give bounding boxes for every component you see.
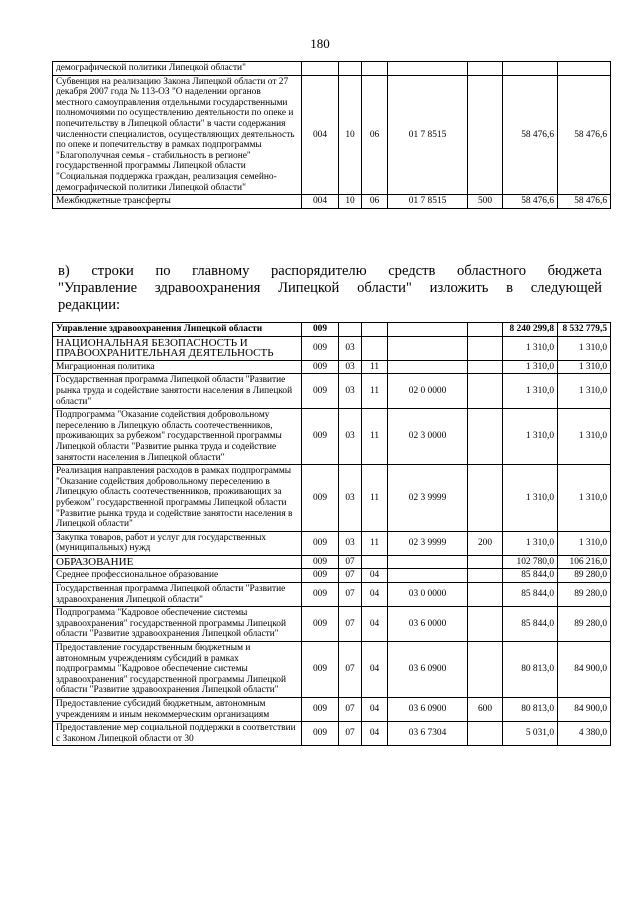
row-name-cell: Межбюджетные трансферты (53, 195, 302, 209)
amount-cell: 8 532 779,5 (558, 323, 611, 337)
expense-type-cell (468, 360, 503, 374)
admin-code-cell: 009 (302, 360, 339, 374)
section-code-cell: 07 (339, 607, 362, 642)
expense-type-cell (468, 555, 503, 569)
subsection-code-cell: 11 (362, 374, 388, 409)
admin-code-cell: 009 (302, 465, 339, 532)
amount-cell: 1 310,0 (503, 360, 558, 374)
table-row (53, 698, 611, 722)
table-row (53, 569, 611, 583)
target-article-cell (388, 360, 468, 374)
table-row (53, 555, 611, 569)
table-row (53, 75, 611, 195)
section-code-cell: 10 (339, 195, 362, 209)
section-code-cell: 10 (339, 75, 362, 195)
row-name-cell: Предоставление субсидий бюджетным, автономным учреждениям и иным некоммерческим организациям (53, 698, 302, 722)
subsection-code-cell: 11 (362, 465, 388, 532)
table-row (53, 374, 611, 409)
amount-cell: 1 310,0 (558, 531, 611, 555)
amount-cell: 58 476,6 (558, 195, 611, 209)
expense-type-cell (468, 323, 503, 337)
admin-code-cell: 004 (302, 195, 339, 209)
section-code-cell: 03 (339, 531, 362, 555)
expense-type-cell: 500 (468, 195, 503, 209)
row-name-cell: Закупка товаров, работ и услуг для государственных (муниципальных) нужд (53, 531, 302, 555)
expense-type-cell (468, 583, 503, 607)
target-article-cell: 03 6 0900 (388, 698, 468, 722)
target-article-cell (388, 323, 468, 337)
amount-cell: 5 031,0 (503, 722, 558, 746)
section-code-cell: 03 (339, 374, 362, 409)
admin-code-cell: 009 (302, 555, 339, 569)
amount-cell: 102 780,0 (503, 555, 558, 569)
expense-type-cell (468, 75, 503, 195)
table-row (53, 323, 611, 337)
amount-cell: 1 310,0 (503, 531, 558, 555)
amount-cell: 1 310,0 (558, 465, 611, 532)
amount-cell: 84 900,0 (558, 642, 611, 698)
section-code-cell: 07 (339, 698, 362, 722)
admin-code-cell: 009 (302, 722, 339, 746)
target-article-cell: 02 3 0000 (388, 409, 468, 465)
amount-cell: 89 280,0 (558, 583, 611, 607)
row-name-cell: Управление здравоохранения Липецкой области (53, 323, 302, 337)
amount-cell: 85 844,0 (503, 607, 558, 642)
subsection-code-cell (362, 62, 388, 76)
table-row (53, 722, 611, 746)
subsection-code-cell: 06 (362, 75, 388, 195)
amount-cell: 1 310,0 (558, 409, 611, 465)
row-name-cell: Предоставление мер социальной поддержки в соответствии с Законом Липецкой области от 30 (53, 722, 302, 746)
amount-cell: 8 240 299,8 (503, 323, 558, 337)
admin-code-cell (302, 62, 339, 76)
admin-code-cell: 009 (302, 583, 339, 607)
admin-code-cell: 009 (302, 336, 339, 360)
paragraph-line: в) строки по главному распорядителю средств областного бюджета (58, 263, 602, 279)
target-article-cell: 02 3 9999 (388, 531, 468, 555)
amount-cell (503, 62, 558, 76)
expense-type-cell: 200 (468, 531, 503, 555)
expense-type-cell (468, 374, 503, 409)
subsection-code-cell: 11 (362, 409, 388, 465)
amount-cell: 84 900,0 (558, 698, 611, 722)
amount-cell: 1 310,0 (558, 360, 611, 374)
subsection-code-cell: 04 (362, 583, 388, 607)
admin-code-cell: 009 (302, 531, 339, 555)
expense-type-cell (468, 722, 503, 746)
amount-cell: 4 380,0 (558, 722, 611, 746)
row-name-cell: Реализация направления расходов в рамках подпрограммы "Оказание содействия добровольному переселению в Липецкую область соотечественников, проживающих за рубежом" государственной программы Липецкой области "Развитие рынка труда и содействие занятости населения в Липецкой области" (53, 465, 302, 532)
table-row (53, 195, 611, 209)
subsection-code-cell: 11 (362, 360, 388, 374)
target-article-cell: 03 6 0000 (388, 607, 468, 642)
subsection-code-cell: 04 (362, 722, 388, 746)
table-row (53, 409, 611, 465)
table-row (53, 360, 611, 374)
section-code-cell: 07 (339, 722, 362, 746)
paragraph-line: редакции: (58, 297, 121, 313)
table-row (53, 531, 611, 555)
amount-cell: 58 476,6 (503, 75, 558, 195)
subsection-code-cell (362, 555, 388, 569)
row-name-cell: Среднее профессиональное образование (53, 569, 302, 583)
table-row (53, 583, 611, 607)
admin-code-cell: 009 (302, 569, 339, 583)
expense-type-cell (468, 569, 503, 583)
amendment-paragraph (58, 263, 602, 314)
amount-cell: 80 813,0 (503, 642, 558, 698)
section-code-cell: 07 (339, 583, 362, 607)
target-article-cell: 01 7 8515 (388, 195, 468, 209)
amount-cell: 1 310,0 (558, 336, 611, 360)
paragraph-line: "Управление здравоохранения Липецкой области" изложить в следующей (58, 280, 602, 296)
budget-table-bottom (52, 322, 611, 746)
amount-cell: 1 310,0 (503, 374, 558, 409)
row-name-cell: Подпрограмма "Кадровое обеспечение системы здравоохранения" государственной программы Липецкой области "Развитие здравоохранения Липецкой области" (53, 607, 302, 642)
row-name-cell: ОБРАЗОВАНИЕ (53, 555, 302, 569)
page-number: 180 (310, 36, 330, 51)
subsection-code-cell: 04 (362, 698, 388, 722)
amount-cell: 85 844,0 (503, 569, 558, 583)
admin-code-cell: 009 (302, 607, 339, 642)
expense-type-cell (468, 642, 503, 698)
row-name-cell: Подпрограмма "Оказание содействия добровольному переселению в Липецкую область соотечественников, проживающих за рубежом" государственной программы Липецкой области "Развитие рынка труда и содействие занятости населения в Липецкой области" (53, 409, 302, 465)
row-name-cell: Миграционная политика (53, 360, 302, 374)
row-name-cell: Государственная программа Липецкой области "Развитие здравоохранения Липецкой области" (53, 583, 302, 607)
amount-cell: 1 310,0 (503, 336, 558, 360)
row-name-cell: демографической политики Липецкой области" (53, 62, 302, 76)
admin-code-cell: 009 (302, 374, 339, 409)
table-row (53, 62, 611, 76)
budget-table-top (52, 61, 611, 209)
row-name-cell: НАЦИОНАЛЬНАЯ БЕЗОПАСНОСТЬ И ПРАВООХРАНИТЕЛЬНАЯ ДЕЯТЕЛЬНОСТЬ (53, 336, 302, 360)
section-code-cell: 03 (339, 336, 362, 360)
subsection-code-cell: 04 (362, 607, 388, 642)
target-article-cell: 02 0 0000 (388, 374, 468, 409)
row-name-cell: Государственная программа Липецкой области "Развитие рынка труда и содействие занятости населения в Липецкой области" (53, 374, 302, 409)
subsection-code-cell (362, 323, 388, 337)
admin-code-cell: 009 (302, 323, 339, 337)
expense-type-cell (468, 409, 503, 465)
section-code-cell (339, 323, 362, 337)
expense-type-cell (468, 607, 503, 642)
amount-cell: 58 476,6 (503, 195, 558, 209)
section-code-cell: 07 (339, 642, 362, 698)
row-name-cell: Субвенция на реализацию Закона Липецкой области от 27 декабря 2007 года № 113-ОЗ "О наделении органов местного самоуправления отдельными государственными полномочиями по осуществлению деятельности по опеке и попечительству в Липецкой области" в части содержания численности специалистов, осуществляющих деятельность по опеке и попечительству в рамках подпрограммы "Благополучная семья - стабильность в регионе" государственной программы Липецкой области "Социальная поддержка граждан, реализация семейно-демографической политики Липецкой области" (53, 75, 302, 195)
amount-cell: 106 216,0 (558, 555, 611, 569)
section-code-cell: 03 (339, 409, 362, 465)
admin-code-cell: 009 (302, 409, 339, 465)
target-article-cell: 02 3 9999 (388, 465, 468, 532)
amount-cell (558, 62, 611, 76)
subsection-code-cell: 06 (362, 195, 388, 209)
row-name-cell: Предоставление государственным бюджетным и автономным учреждениям субсидий в рамках подпрограммы "Кадровое обеспечение системы здравоохранения" государственной программы Липецкой области "Развитие здравоохранения Липецкой области" (53, 642, 302, 698)
table-row (53, 465, 611, 532)
table-row (53, 642, 611, 698)
expense-type-cell (468, 336, 503, 360)
amount-cell: 85 844,0 (503, 583, 558, 607)
section-code-cell (339, 62, 362, 76)
table-row (53, 607, 611, 642)
admin-code-cell: 009 (302, 642, 339, 698)
table-row (53, 336, 611, 360)
subsection-code-cell: 04 (362, 642, 388, 698)
target-article-cell: 03 6 7304 (388, 722, 468, 746)
amount-cell: 1 310,0 (503, 409, 558, 465)
target-article-cell (388, 336, 468, 360)
section-code-cell: 03 (339, 465, 362, 532)
target-article-cell (388, 555, 468, 569)
amount-cell: 1 310,0 (503, 465, 558, 532)
target-article-cell: 03 6 0900 (388, 642, 468, 698)
subsection-code-cell: 04 (362, 569, 388, 583)
amount-cell: 89 280,0 (558, 569, 611, 583)
target-article-cell: 01 7 8515 (388, 75, 468, 195)
amount-cell: 80 813,0 (503, 698, 558, 722)
amount-cell: 58 476,6 (558, 75, 611, 195)
section-code-cell: 07 (339, 555, 362, 569)
admin-code-cell: 004 (302, 75, 339, 195)
section-code-cell: 03 (339, 360, 362, 374)
section-code-cell: 07 (339, 569, 362, 583)
target-article-cell: 03 0 0000 (388, 583, 468, 607)
expense-type-cell (468, 465, 503, 532)
target-article-cell (388, 569, 468, 583)
amount-cell: 89 280,0 (558, 607, 611, 642)
expense-type-cell (468, 62, 503, 76)
amount-cell: 1 310,0 (558, 374, 611, 409)
expense-type-cell: 600 (468, 698, 503, 722)
subsection-code-cell: 11 (362, 531, 388, 555)
admin-code-cell: 009 (302, 698, 339, 722)
subsection-code-cell (362, 336, 388, 360)
target-article-cell (388, 62, 468, 76)
